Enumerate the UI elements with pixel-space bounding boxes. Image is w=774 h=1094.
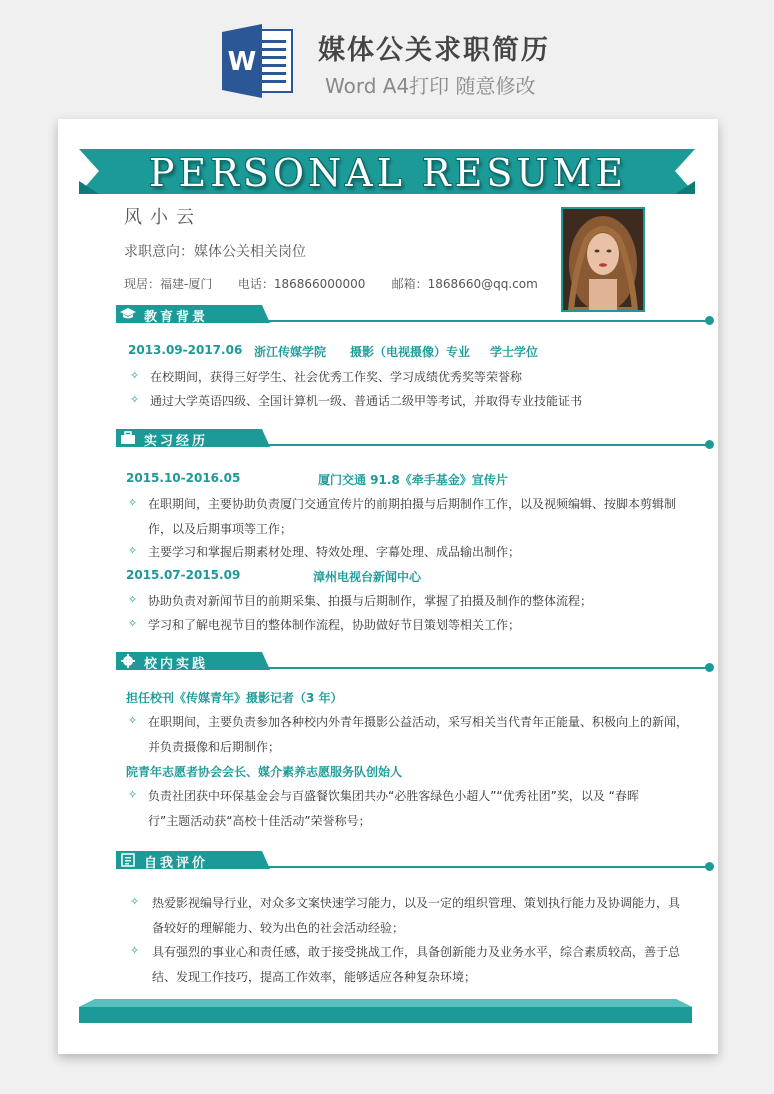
bottom-band (79, 999, 692, 1023)
bullet-icon: ✧ (130, 393, 140, 406)
section-title: 教育背景 (144, 310, 209, 325)
section-campus-header (116, 652, 656, 672)
section-divider (266, 866, 706, 868)
job-org: 漳州电视台新闻中心 (313, 570, 422, 584)
section-title: 自我评价 (144, 856, 209, 871)
bullet-icon: ✧ (130, 369, 140, 382)
bullet-icon: ✧ (128, 788, 138, 801)
section-self-header (116, 851, 656, 871)
self-bullet-cont: 备较好的理解能力、较为出色的社会活动经验； (152, 921, 405, 935)
job-bullet: 在职期间，主要协助负责厦门交通宣传片的前期拍摄与后期制作工作，以及视频编辑、按脚本剪辑制 (148, 497, 677, 511)
contact-location: 现居：福建-厦门 (124, 277, 213, 291)
page-title: 媒体公关求职简历 (318, 35, 550, 66)
self-bullet-cont: 结、发现工作技巧，提高工作效率，能够适应各种复杂环境； (152, 970, 477, 984)
page-header (0, 0, 774, 112)
job-period: 2015.10-2016.05 (126, 471, 241, 485)
edu-bullet: 通过大学英语四级、全国计算机一级、普通话二级甲等考试，并取得专业技能证书 (150, 394, 583, 408)
section-dot (705, 663, 714, 672)
campus-bullet-cont: 并负责摄像和后期制作； (148, 740, 281, 754)
svg-text:W: W (227, 47, 257, 77)
document-icon (120, 853, 136, 867)
bullet-icon: ✧ (128, 593, 138, 606)
job-period: 2015.07-2015.09 (126, 568, 241, 582)
job-intent: 求职意向：媒体公关相关岗位 (124, 244, 306, 260)
bullet-icon: ✧ (128, 714, 138, 727)
job-bullet: 主要学习和掌握后期素材处理、特效处理、字幕处理、成品输出制作； (148, 545, 521, 559)
section-divider (266, 667, 706, 669)
candidate-name: 风小云 (124, 207, 202, 228)
edu-school: 浙江传媒学院 (254, 345, 327, 359)
section-divider (266, 320, 706, 322)
section-title: 校内实践 (144, 657, 209, 672)
campus-role: 担任校刊《传媒青年》摄影记者（3 年） (126, 691, 343, 705)
section-internship-header (116, 429, 656, 449)
briefcase-icon (120, 431, 136, 445)
section-title: 实习经历 (144, 434, 209, 449)
bullet-icon: ✧ (128, 496, 138, 509)
edu-degree: 学士学位 (490, 345, 539, 359)
self-bullet: 热爱影视编导行业，对众多文案快速学习能力，以及一定的组织管理、策划执行能力及协调能力，具 (152, 896, 681, 910)
self-bullet: 具有强烈的事业心和责任感，敢于接受挑战工作，具备创新能力及业务水平，综合素质较高，善于总 (152, 945, 681, 959)
section-dot (705, 862, 714, 871)
bullet-icon: ✧ (130, 895, 140, 908)
section-education-header (116, 305, 656, 325)
job-org: 厦门交通 91.8《牵手基金》宣传片 (318, 473, 508, 487)
graduation-cap-icon (120, 307, 136, 321)
job-bullet-cont: 作，以及后期事项等工作； (148, 522, 293, 536)
job-bullet: 学习和了解电视节目的整体制作流程，协助做好节目策划等相关工作； (148, 618, 521, 632)
bullet-icon: ✧ (128, 544, 138, 557)
section-dot (705, 440, 714, 449)
bullet-icon: ✧ (128, 617, 138, 630)
profile-photo (561, 207, 645, 312)
section-divider (266, 444, 706, 446)
contact-info (124, 275, 538, 292)
contact-email: 邮箱：1868660@qq.com (391, 277, 538, 291)
edu-bullet: 在校期间，获得三好学生、社会优秀工作奖、学习成绩优秀奖等荣誉称 (150, 370, 523, 384)
gear-icon (120, 654, 136, 668)
edu-period: 2013.09-2017.06 (128, 343, 243, 357)
campus-bullet: 负责社团获中环保基金会与百盛餐饮集团共办“必胜客绿色小超人”“优秀社团”奖，以及 “春晖 (148, 789, 639, 803)
contact-phone: 电话：186866000000 (237, 277, 366, 291)
campus-bullet-cont: 行”主题活动获“高校十佳活动”荣誉称号； (148, 814, 371, 828)
campus-role: 院青年志愿者协会会长、媒介素养志愿服务队创始人 (126, 765, 403, 779)
resume-paper (58, 119, 718, 1054)
page-subtitle: Word A4打印 随意修改 (325, 74, 536, 98)
bullet-icon: ✧ (130, 944, 140, 957)
campus-bullet: 在职期间，主要负责参加各种校内外青年摄影公益活动，采写相关当代青年正能量、积极向上的新闻， (148, 715, 689, 729)
edu-major: 摄影（电视摄像）专业 (350, 345, 471, 359)
word-icon (222, 24, 294, 98)
job-bullet: 协助负责对新闻节目的前期采集、拍摄与后期制作，掌握了拍摄及制作的整体流程； (148, 594, 593, 608)
banner-title: PERSONAL RESUME (148, 151, 628, 195)
section-dot (705, 316, 714, 325)
